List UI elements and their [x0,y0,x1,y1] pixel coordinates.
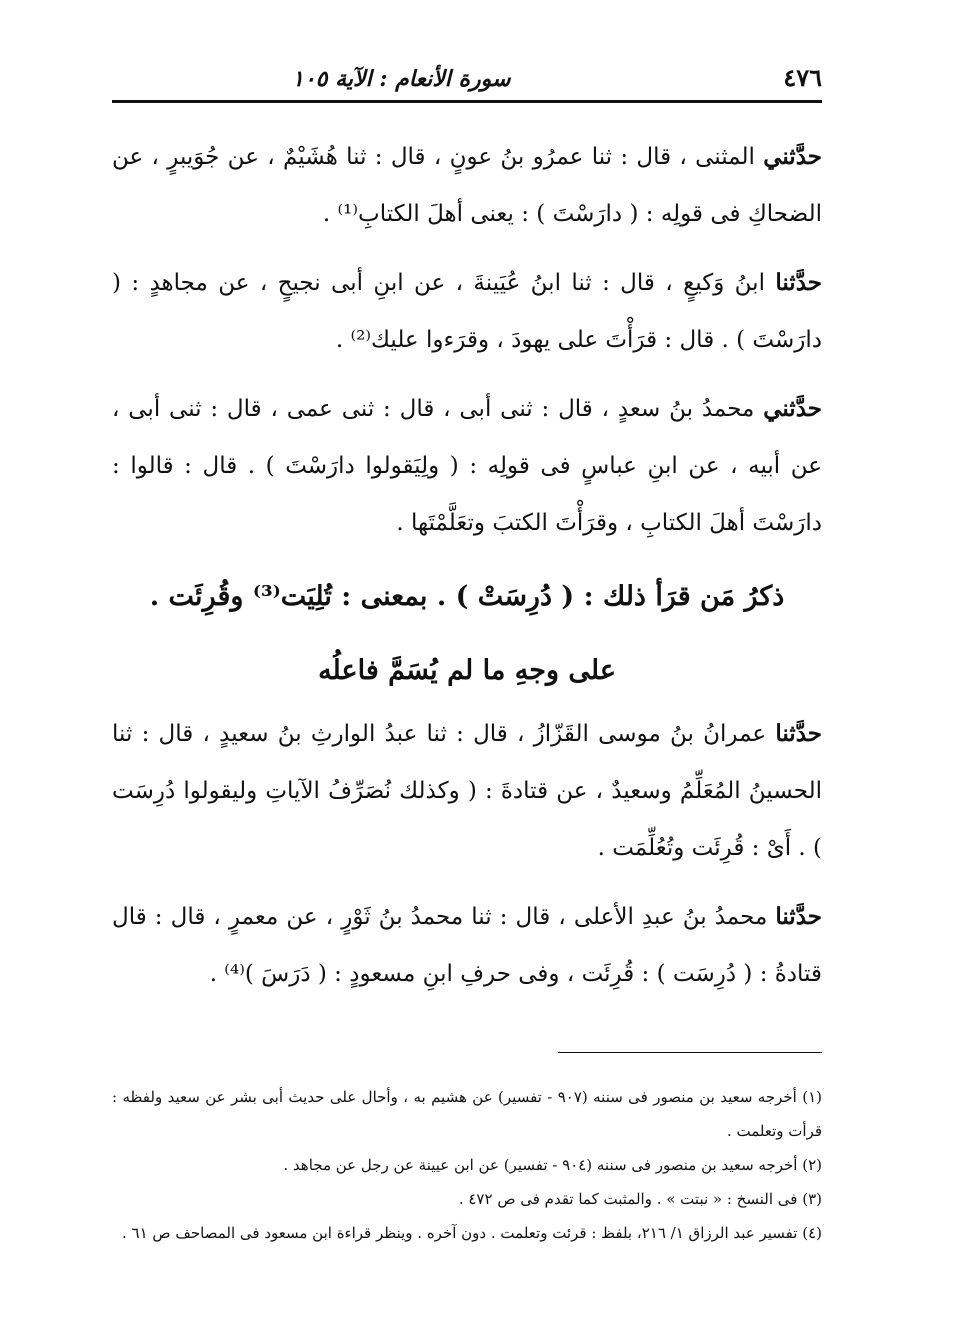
paragraph-lead: حدَّثني [763,395,822,422]
paragraph-text: محمدُ بنُ عبدِ الأعلى ، قال : ثنا محمدُ بنُ ثَوْرٍ ، عن معمرٍ ، قال : قال قتادةُ : ( دُرِسَت ) : قُرِئَت ، وفى حرفِ ابنِ مسعودٍ : ( دَرَسَ )⁽⁴⁾ . [112,904,822,987]
paragraph-lead: حدَّثنا [775,720,822,747]
paragraph [112,380,822,552]
paragraph-lead: حدَّثني [763,143,822,170]
footnote: (٣) فى النسخ : « نبتت » . والمثبت كما تقدم فى ص ٤٧٢ . [458,1190,822,1208]
footnote: (١) أخرجه سعيد بن منصور فى سننه (٩٠٧ - تفسير) عن هشيم به ، وأحال على حديث أبى بشر عن سعيد ولفظه : قرأت وتعلمت . [112,1088,822,1140]
paragraph [112,705,822,877]
section-subheading: على وجهِ ما لم يُسَمَّ فاعلُه [318,655,616,686]
paragraph-lead: حدَّثنا [775,269,822,296]
section-heading: ذكرُ مَن قرَأ ذلك : ( دُرِسَتْ ) . بمعنى : تُلِيَت⁽³⁾ وقُرِئَت . [149,581,785,612]
paragraph [112,128,822,243]
paragraph-text: المثنى ، قال : ثنا عمرُو بنُ عونٍ ، قال : ثنا هُشَيْمٌ ، عن جُوَيبرٍ ، عن الضحاكِ فى قولِه : ( دارَسْتَ ) : يعنى أهلَ الكتابِ⁽¹⁾ . [112,144,822,227]
footnote-rule [558,1052,822,1053]
page-header [112,52,822,92]
paragraph [112,254,822,369]
running-title: سورة الأنعام : الآية ١٠٥ [292,66,511,92]
header-rule [112,100,822,103]
page-number: ٤٧٦ [783,63,822,92]
paragraph-text: ابنُ وَكيعٍ ، قال : ثنا ابنُ عُيَينةَ ، عن ابنِ أبى نجيحٍ ، عن مجاهدٍ : ( دارَسْتَ ) . قال : قرَأْتَ على يهودَ ، وقرَءوا عليك⁽²⁾ . [112,270,822,353]
paragraph [112,888,822,1003]
footnotes [112,1080,822,1250]
footnote: (٤) تفسير عبد الرزاق ١/ ٢١٦، بلفظ : قرئت وتعلمت . دون آخره . وينظر قراءة ابن مسعود فى المصاحف ص ٦١ . [121,1224,822,1242]
footnote: (٢) أخرجه سعيد بن منصور فى سننه (٩٠٤ - تفسير) عن ابن عيينة عن رجل عن مجاهد . [283,1156,822,1174]
paragraph-text: محمدُ بنُ سعدٍ ، قال : ثنى أبى ، قال : ثنى عمى ، قال : ثنى أبى ، عن أبيه ، عن ابنِ عباسٍ فى قولِه : ( ولِيَقولوا دارَسْتَ ) . قال : قالوا : دارَسْتَ أهلَ الكتابِ ، وقرَأْتَ الكتبَ وتعَلَّمْتَها . [112,396,822,536]
paragraph-text: عمرانُ بنُ موسى القَزّازُ ، قال : ثنا عبدُ الوارثِ بنُ سعيدٍ ، قال : ثنا الحسينُ المُعَلِّمُ وسعيدٌ ، عن قتادةَ : ( وكذلك نُصَرِّفُ الآياتِ وليقولوا دُرِسَت ) . أَىْ : قُرِئَت وتُعُلِّمَت . [112,721,822,861]
paragraph-lead: حدَّثنا [775,903,822,930]
main-text [112,128,822,1014]
